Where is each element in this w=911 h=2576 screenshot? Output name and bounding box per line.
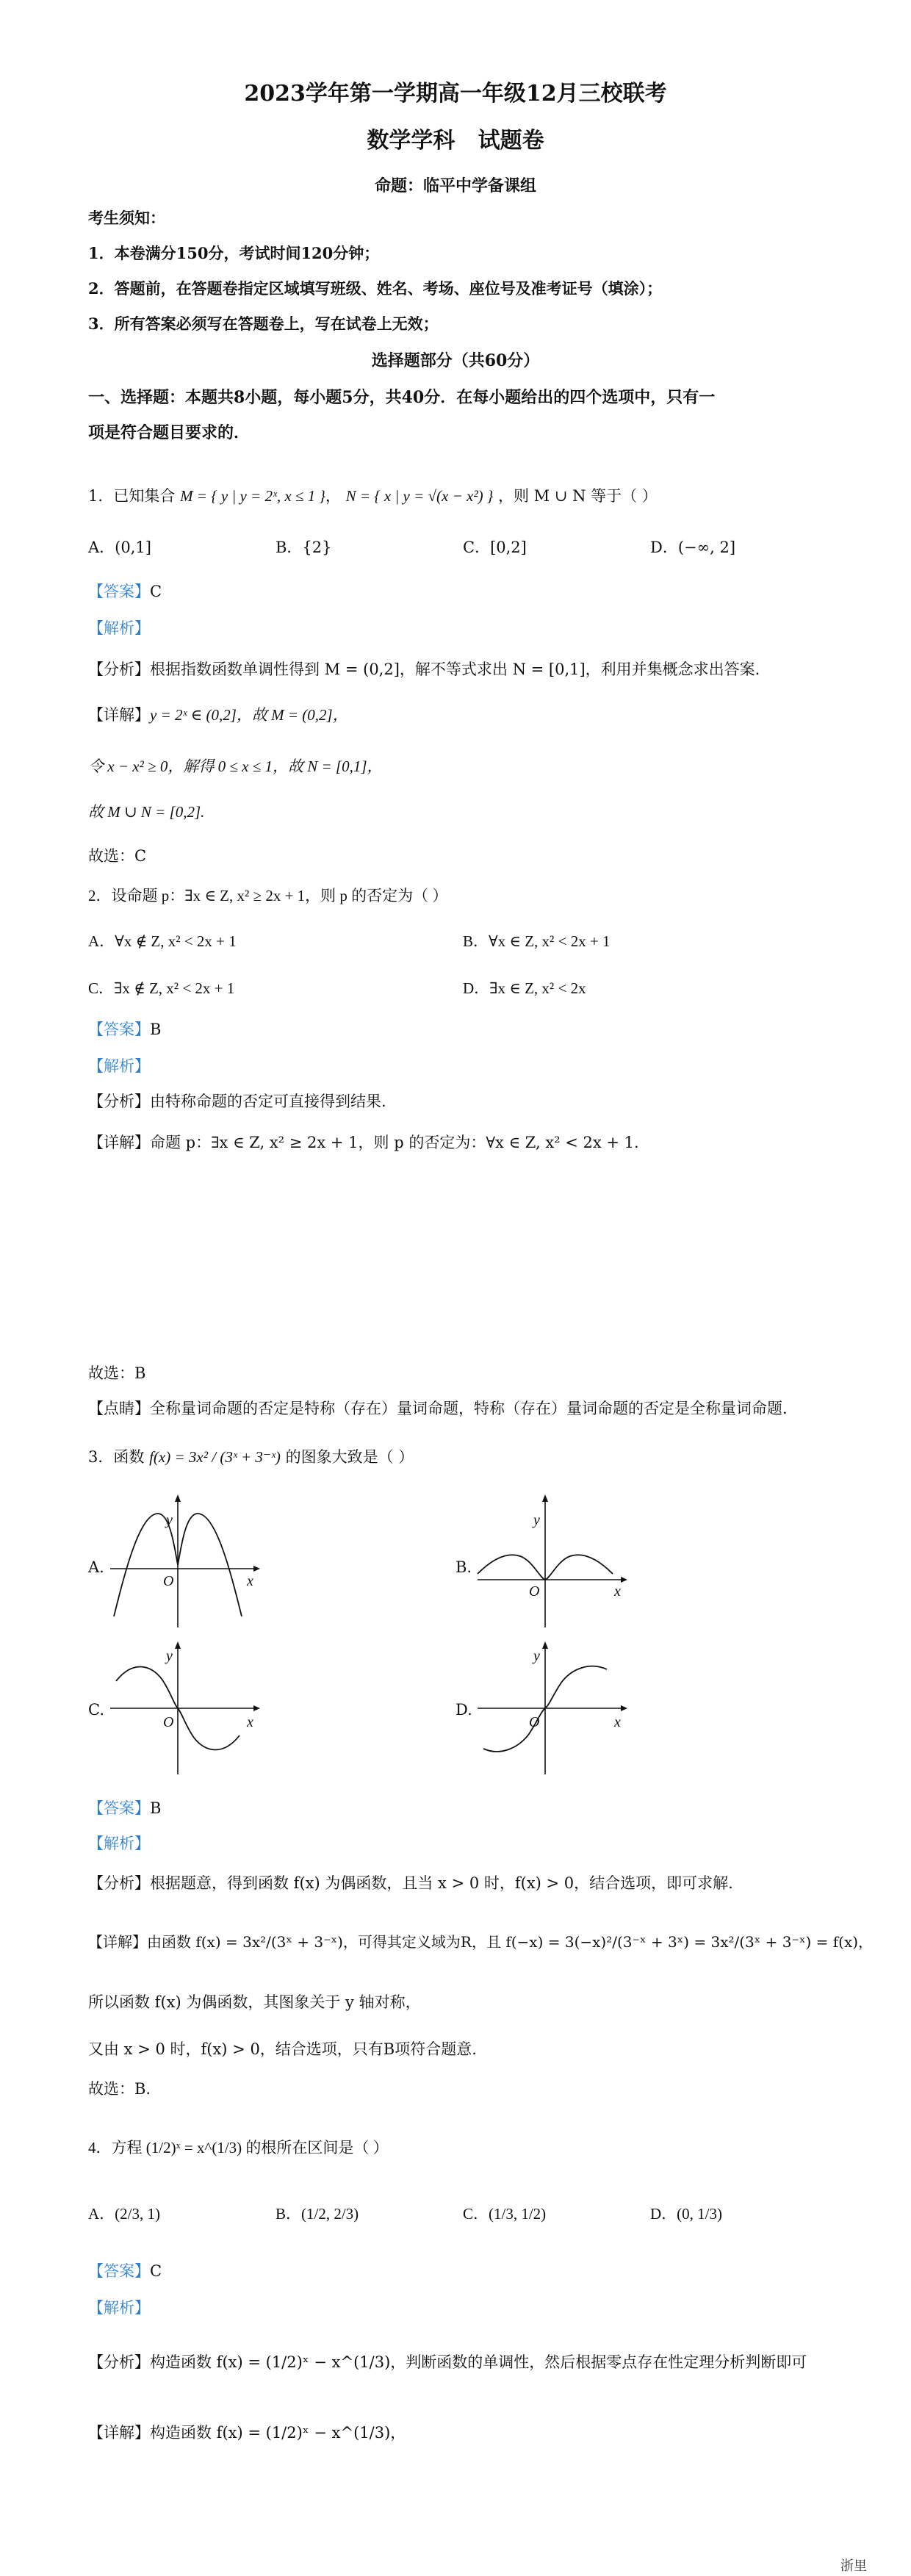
fenxi-tag: 【分析】 <box>88 1093 150 1110</box>
x-axis-arrow <box>253 1705 260 1711</box>
q2-option-a: A．∀x ∉ Z, x² < 2x + 1 <box>88 932 237 950</box>
q1-stem: 1．已知集合 M = { y | y = 2ˣ, x ≤ 1 }， N = { x | y = √(x − x²) } ，则 M ∪ N 等于（ ） <box>88 487 658 505</box>
q1-stem-prefix: 1．已知集合 <box>88 487 176 505</box>
x-label: x <box>247 1714 253 1730</box>
q3-graph-c <box>103 1638 264 1781</box>
q3-detail-1 <box>88 1931 873 1953</box>
q3-graph-a <box>103 1492 264 1634</box>
q2-option-d: D．∃x ∈ Z, x² < 2x <box>463 979 586 997</box>
q4-analysis-tag: 【解析】 <box>88 2299 150 2317</box>
q1-detail-1 <box>88 704 348 726</box>
q3-graph-d <box>470 1638 632 1781</box>
q3-detail-2: 所以函数 f(x) 为偶函数，其图象关于 y 轴对称， <box>88 1993 421 2011</box>
origin-label: O <box>529 1583 540 1600</box>
q1-analysis-tag: 【解析】 <box>88 619 150 637</box>
xiangjie-tag: 【详解】 <box>88 2424 150 2442</box>
q1-option-c: C．[0,2] <box>463 539 527 556</box>
q2-answer <box>88 1018 161 1040</box>
q2-dianjing <box>88 1397 788 1420</box>
q1-answer-value: C <box>150 583 162 600</box>
q3-detail1-text: 由函数 f(x) = 3x²/(3ˣ + 3⁻ˣ)，可得其定义域为R，且 f(−x) = 3(−x)²/(3⁻ˣ + 3ˣ) = 3x²/(3ˣ + 3⁻ˣ) = f(x)， <box>147 1933 874 1951</box>
q3-graph-c-label: C. <box>88 1701 104 1719</box>
notice-item-2: 2．答题前，在答题卷指定区域填写班级、姓名、考场、座位号及准考证号（填涂）； <box>88 279 663 298</box>
q4-answer <box>88 2260 162 2282</box>
exam-subtitle: 数学学科 试题卷 <box>367 128 544 154</box>
q1-detail-2: 令 x − x² ≥ 0，解得 0 ≤ x ≤ 1，故 N = [0,1]， <box>88 758 383 775</box>
q1-fenxi-text: 根据指数函数单调性得到 M = (0,2]，解不等式求出 N = [0,1]，利用并集概念求出答案. <box>150 661 760 678</box>
x-label: x <box>614 1714 621 1730</box>
q2-fenxi-text: 由特称命题的否定可直接得到结果. <box>150 1093 386 1110</box>
q3-graph-a-label: A. <box>88 1558 104 1576</box>
fenxi-tag: 【分析】 <box>88 2353 150 2371</box>
q3-func: f(x) = 3x² / (3ˣ + 3⁻ˣ) <box>149 1448 281 1466</box>
q4-fenxi <box>88 2351 807 2373</box>
q3-stem <box>88 1446 414 1468</box>
y-axis-arrow <box>542 1494 548 1502</box>
q3-graph-b <box>470 1492 632 1634</box>
q3-fenxi-text: 根据题意，得到函数 f(x) 为偶函数，且当 x > 0 时，f(x) > 0，结合选项，即可求解. <box>150 1874 733 1892</box>
q4-option-c: C．(1/3, 1/2) <box>463 2205 547 2223</box>
q2-answer-value: B <box>150 1021 162 1038</box>
x-label: x <box>247 1573 253 1589</box>
q2-analysis-tag: 【解析】 <box>88 1057 150 1075</box>
q3-conclusion: 故选：B. <box>88 2080 151 2098</box>
answer-tag: 【答案】 <box>88 1799 150 1817</box>
x-label: x <box>614 1583 621 1600</box>
q2-stem: 2．设命题 p：∃x ∈ Z, x² ≥ 2x + 1，则 p 的否定为（ ） <box>88 887 448 904</box>
q3-graph-b-label: B. <box>455 1558 472 1576</box>
q4-fenxi-text: 构造函数 f(x) = (1/2)ˣ − x^(1/3)，判断函数的单调性，然后根据零点存在性定理分析判断即可 <box>150 2353 807 2371</box>
q1-conclusion: 故选：C <box>88 847 147 865</box>
fenxi-tag: 【分析】 <box>88 1874 150 1892</box>
q2-dianjing-text: 全称量词命题的否定是特称（存在）量词命题，特称（存在）量词命题的否定是全称量词命题. <box>150 1400 788 1417</box>
exam-author: 命题：临平中学备课组 <box>374 176 536 195</box>
q4-option-b: B．(1/2, 2/3) <box>276 2205 359 2223</box>
answer-tag: 【答案】 <box>88 583 150 600</box>
dianjing-tag: 【点睛】 <box>88 1400 150 1417</box>
notice-heading: 考生须知： <box>88 209 165 227</box>
notice-item-3: 3．所有答案必须写在答题卷上，写在试卷上无效； <box>88 314 439 333</box>
q3-answer-value: B <box>150 1799 162 1817</box>
q2-option-c: C．∃x ∉ Z, x² < 2x + 1 <box>88 979 235 997</box>
page-footer: 浙里 <box>840 2558 867 2574</box>
q1-option-a: A．(0,1] <box>88 539 151 556</box>
y-axis-arrow <box>542 1641 548 1649</box>
q3-stem-prefix: 3．函数 <box>88 1448 145 1466</box>
q3-analysis-tag: 【解析】 <box>88 1835 150 1852</box>
x-axis-arrow <box>621 1705 627 1711</box>
q4-option-d: D．(0, 1/3) <box>650 2205 722 2223</box>
q4-option-a: A．(2/3, 1) <box>88 2205 160 2223</box>
q2-detail <box>88 1132 639 1154</box>
q1-option-d: D．(−∞, 2] <box>650 539 736 556</box>
q2-conclusion: 故选：B <box>88 1364 146 1382</box>
q1-detail-3: 故 M ∪ N = [0,2]. <box>88 803 205 821</box>
q3-answer <box>88 1797 161 1819</box>
q3-graph-d-label: D. <box>455 1701 472 1719</box>
answer-tag: 【答案】 <box>88 2262 150 2280</box>
q1-stem-suffix: ，则 M ∪ N 等于（ ） <box>497 487 658 505</box>
q1-detail1-text: y = 2ˣ ∈ (0,2]，故 M = (0,2]， <box>150 706 348 724</box>
section-intro-line1: 一、选择题：本题共8小题，每小题5分，共40分．在每小题给出的四个选项中，只有一 <box>88 388 716 407</box>
answer-tag: 【答案】 <box>88 1021 150 1038</box>
xiangjie-tag: 【详解】 <box>88 1134 150 1151</box>
q4-detail <box>88 2422 406 2444</box>
q2-option-b: B．∀x ∈ Z, x² < 2x + 1 <box>463 932 611 950</box>
q3-fenxi <box>88 1872 733 1894</box>
q1-fenxi <box>88 658 760 680</box>
q1-set-n: N = { x | y = √(x − x²) } <box>345 487 494 505</box>
origin-label: O <box>163 1714 174 1730</box>
q2-fenxi <box>88 1090 386 1112</box>
x-axis-arrow <box>621 1577 627 1583</box>
origin-label: O <box>163 1573 174 1589</box>
fenxi-tag: 【分析】 <box>88 661 150 678</box>
q3-detail-3: 又由 x > 0 时，f(x) > 0，结合选项，只有B项符合题意. <box>88 2040 477 2058</box>
q4-answer-value: C <box>150 2262 162 2280</box>
x-axis-arrow <box>253 1566 260 1572</box>
q3-stem-suffix: 的图象大致是（ ） <box>285 1448 414 1466</box>
xiangjie-tag: 【详解】 <box>88 706 150 724</box>
y-axis-arrow <box>175 1641 181 1649</box>
y-label: y <box>533 1648 540 1664</box>
q4-stem: 4．方程 (1/2)ˣ = x^(1/3) 的根所在区间是（ ） <box>88 2139 389 2156</box>
xiangjie-tag: 【详解】 <box>88 1933 147 1951</box>
section-title: 选择题部分（共60分） <box>371 351 540 370</box>
q1-answer <box>88 580 162 602</box>
notice-item-1: 1．本卷满分150分，考试时间120分钟； <box>88 244 380 262</box>
exam-title: 2023学年第一学期高一年级12月三校联考 <box>244 81 667 107</box>
y-label: y <box>533 1512 540 1528</box>
y-label: y <box>166 1648 173 1664</box>
section-intro-line2: 项是符合题目要求的． <box>88 423 251 442</box>
y-axis-arrow <box>175 1494 181 1502</box>
q4-detail-text: 构造函数 f(x) = (1/2)ˣ − x^(1/3)， <box>150 2424 406 2442</box>
y-label: y <box>166 1512 173 1528</box>
q1-option-b: B．{2} <box>276 539 332 556</box>
q2-detail-text: 命题 p：∃x ∈ Z, x² ≥ 2x + 1，则 p 的否定为：∀x ∈ Z, x² < 2x + 1. <box>150 1134 639 1151</box>
origin-label: O <box>529 1714 540 1730</box>
q1-set-m: M = { y | y = 2ˣ, x ≤ 1 } <box>180 487 325 505</box>
